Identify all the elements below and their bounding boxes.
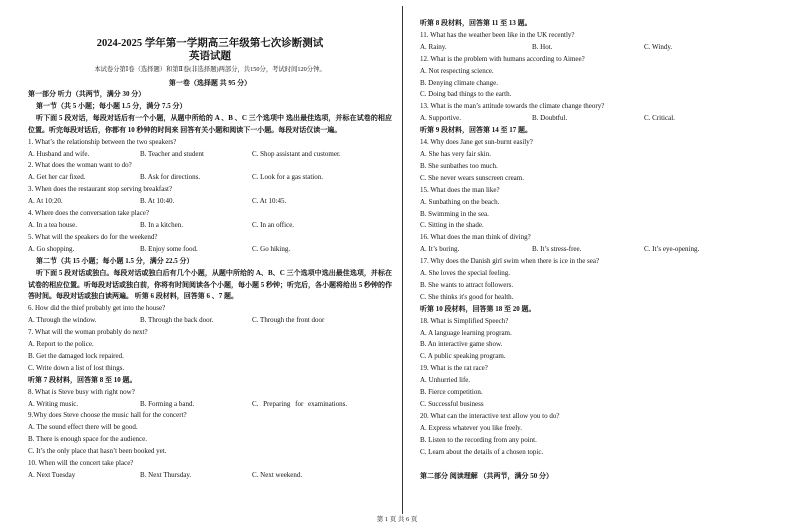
option[interactable]: B. Teacher and student xyxy=(140,149,204,158)
option[interactable]: B. Denying climate change. xyxy=(420,78,498,87)
option[interactable]: C. Doing bad things to the earth. xyxy=(420,90,512,99)
question-1: 1. What’s the relationship between the two speakers? xyxy=(28,137,177,146)
question-8: 8. What is Steve busy with right now? xyxy=(28,387,135,396)
option[interactable]: A. The sound effect there will be good. xyxy=(28,423,138,432)
exam-title: 2024-2025 学年第一学期高三年级第七次诊断测试 xyxy=(96,38,324,49)
option[interactable]: A. Through the window. xyxy=(28,316,97,325)
left-column xyxy=(28,0,392,482)
question-18: 18. What is Simplified Speech? xyxy=(420,316,509,325)
question-4: 4. Where does the conversation take place? xyxy=(28,209,149,218)
option[interactable]: B. There is enough space for the audience. xyxy=(28,435,148,444)
option[interactable]: A. She loves the special feeling. xyxy=(420,269,511,278)
page-footer: 第 1 页 共 6 页 xyxy=(376,516,418,523)
option[interactable]: A. Get her car fixed. xyxy=(28,173,86,182)
option[interactable]: C. Go hiking. xyxy=(252,244,291,253)
question-16-options xyxy=(420,244,772,256)
section1-instructions: 听下面 5 段对话，每段对话后有一个小题，从题中所给的 A 、B 、C 三个选项中 选出最佳选项，并标在试卷的相应位置。听完每段对话后，你都有 10 秒钟的时间来 回答有关小题和阅读下一小题。每段对话仅读一遍。 xyxy=(28,113,392,134)
option[interactable]: C. Look for a gas station. xyxy=(252,173,323,182)
option[interactable]: A. It’s boring. xyxy=(420,245,460,254)
material-9-heading: 听第 9 段材料，回答第 14 至 17 题。 xyxy=(420,126,532,135)
option[interactable]: C. In an office. xyxy=(252,220,295,229)
question-6-options xyxy=(28,315,392,327)
option[interactable]: B. In a kitchen. xyxy=(140,220,183,229)
option[interactable]: B. An interactive game show. xyxy=(420,340,503,349)
option[interactable]: C. Successful business xyxy=(420,400,484,408)
question-9: 9.Why does Steve choose the music hall for the concert? xyxy=(28,411,187,420)
option[interactable]: A. In a tea house. xyxy=(28,220,77,229)
question-13-options xyxy=(420,113,772,125)
question-15: 15. What does the man like? xyxy=(420,185,500,194)
option[interactable]: C. It’s eye-opening. xyxy=(644,245,700,254)
option[interactable]: A. Report to the police. xyxy=(28,340,94,349)
volume-heading: 第一卷（选择题 共 95 分） xyxy=(168,79,252,87)
option[interactable]: C. Critical. xyxy=(644,114,675,123)
option[interactable]: C. A public speaking program. xyxy=(420,352,506,361)
question-1-options xyxy=(28,149,392,161)
option[interactable]: A. Unhurried life. xyxy=(420,376,471,385)
option[interactable]: C. Write down a list of lost things. xyxy=(28,363,125,372)
option[interactable]: A. Sunbathing on the beach. xyxy=(420,197,500,206)
question-10: 10. When will the concert take place? xyxy=(28,459,134,468)
question-5-options xyxy=(28,244,392,256)
question-5: 5. What will the speakers do for the weekend? xyxy=(28,232,158,241)
part1-heading: 第一部分 听力（共两节，满分 30 分） xyxy=(28,90,146,98)
option[interactable]: C. Preparing for examinations. xyxy=(252,399,348,408)
question-2-options xyxy=(28,172,392,184)
option[interactable]: A. Not respecting science. xyxy=(420,66,494,75)
option[interactable]: A. Express whatever you like freely. xyxy=(420,423,522,432)
material-7-heading: 听第 7 段材料，回答第 8 至 10 题。 xyxy=(28,375,137,384)
question-12: 12. What is the problem with humans according to Aimee? xyxy=(420,54,585,63)
option[interactable]: A. At 10:20. xyxy=(28,197,63,206)
question-13: 13. What is the man’s attitude towards the climate change theory? xyxy=(420,102,605,111)
option[interactable]: A. Husband and wife. xyxy=(28,149,90,158)
option[interactable]: A. She has very fair skin. xyxy=(420,149,491,158)
option[interactable]: A. Writing music. xyxy=(28,399,79,408)
question-11-options xyxy=(420,42,772,54)
question-16: 16. What does the man think of diving? xyxy=(420,233,531,242)
option[interactable]: A. A language learning program. xyxy=(420,328,512,337)
right-column xyxy=(420,0,772,482)
question-8-options xyxy=(28,399,392,411)
option[interactable]: B. Ask for directions. xyxy=(140,173,201,182)
option[interactable]: B. At 10:40. xyxy=(140,197,175,206)
option[interactable]: C. At 10:45. xyxy=(252,197,287,206)
option[interactable]: B. Forming a band. xyxy=(140,399,195,408)
question-17: 17. Why does the Danish girl swim when there is ice in the sea? xyxy=(420,257,600,266)
material-8-heading: 听第 8 段材料，回答第 11 至 13 题。 xyxy=(420,19,532,27)
option[interactable]: A. Supportive. xyxy=(420,114,462,123)
question-10-options xyxy=(28,470,392,482)
option[interactable]: B. Fierce competition. xyxy=(420,388,483,397)
option[interactable]: B. Enjoy some food. xyxy=(140,244,198,253)
question-20: 20. What can the interactive text allow you to do? xyxy=(420,411,560,420)
option[interactable]: B. Hot. xyxy=(532,42,553,51)
part2-heading: 第二部分 阅读理解 （共两节，满分 50 分） xyxy=(420,471,553,480)
section2-instructions: 听下面 5 段对话或独白。每段对话或独白后有几个小题，从题中所给的 A、B、C 三个选项中选出最佳选项，并标在试卷的相应位置。听每段对话或独白前，你将有时间阅读各个小题，每小题 5 秒钟；听完后，各小题将给出 5 秒钟的作答时间。每段对话或独白读两遍。 听第 6 段材料，回答第 6 、7 题。 xyxy=(28,268,392,301)
option[interactable]: C. She thinks it's good for health. xyxy=(420,292,514,301)
option[interactable]: B. Get the damaged lock repaired. xyxy=(28,351,124,360)
question-19: 19. What is the rat race? xyxy=(420,364,488,373)
option[interactable]: C. It’s the only place that hasn’t been booked yet. xyxy=(28,447,167,456)
exam-subtitle: 英语试题 xyxy=(189,51,231,62)
section1-heading: 第一节（共 5 小题；每小题 1.5 分，满分 7.5 分） xyxy=(36,101,187,110)
question-6: 6. How did the thief probably get into the house? xyxy=(28,304,166,313)
option[interactable]: C. Next weekend. xyxy=(252,471,303,479)
column-divider xyxy=(402,6,403,514)
exam-note: 本试卷分第Ⅰ卷（选择题）和第Ⅱ卷(非选择题)两部分，共150分，考试时间120分钟。 xyxy=(94,66,326,73)
option[interactable]: B. Swimming in the sea. xyxy=(420,209,489,218)
option[interactable]: C. Shop assistant and customer. xyxy=(252,149,341,158)
section2-heading: 第二节（共 15 小题；每小题 1.5 分，满分 22.5 分） xyxy=(36,256,194,265)
question-11: 11. What has the weather been like in the UK recently? xyxy=(420,30,575,39)
option[interactable]: C. She never wears sunscreen cream. xyxy=(420,173,524,182)
question-3-options xyxy=(28,196,392,208)
option[interactable]: A. Next Tuesday xyxy=(28,471,76,479)
question-2: 2. What does the woman want to do? xyxy=(28,161,132,170)
option[interactable]: B. Doubtful. xyxy=(532,114,568,123)
option[interactable]: B. Through the back door. xyxy=(140,316,214,325)
option[interactable]: A. Rainy. xyxy=(420,42,447,51)
option[interactable]: C. Sitting in the shade. xyxy=(420,221,484,230)
option[interactable]: C. Windy. xyxy=(644,42,673,51)
option[interactable]: B. She sunbathes too much. xyxy=(420,161,498,170)
option[interactable]: A. Go shopping. xyxy=(28,244,75,253)
option[interactable]: C. Learn about the details of a chosen topic. xyxy=(420,447,544,456)
question-14: 14. Why does Jane get sun-burnt easily? xyxy=(420,138,533,147)
option[interactable]: C. Through the front door xyxy=(252,316,325,325)
option[interactable]: B. She wants to attract followers. xyxy=(420,280,514,289)
option[interactable]: B. Listen to the recording from any point. xyxy=(420,435,537,444)
material-10-heading: 听第 10 段材料，回答第 18 至 20 题。 xyxy=(420,304,536,313)
option[interactable]: B. Next Thursday. xyxy=(140,471,192,479)
question-4-options xyxy=(28,220,392,232)
question-3: 3. When does the restaurant stop serving breakfast? xyxy=(28,185,173,194)
question-7: 7. What will the woman probably do next? xyxy=(28,328,148,337)
option[interactable]: B. It’s stress-free. xyxy=(532,245,582,254)
